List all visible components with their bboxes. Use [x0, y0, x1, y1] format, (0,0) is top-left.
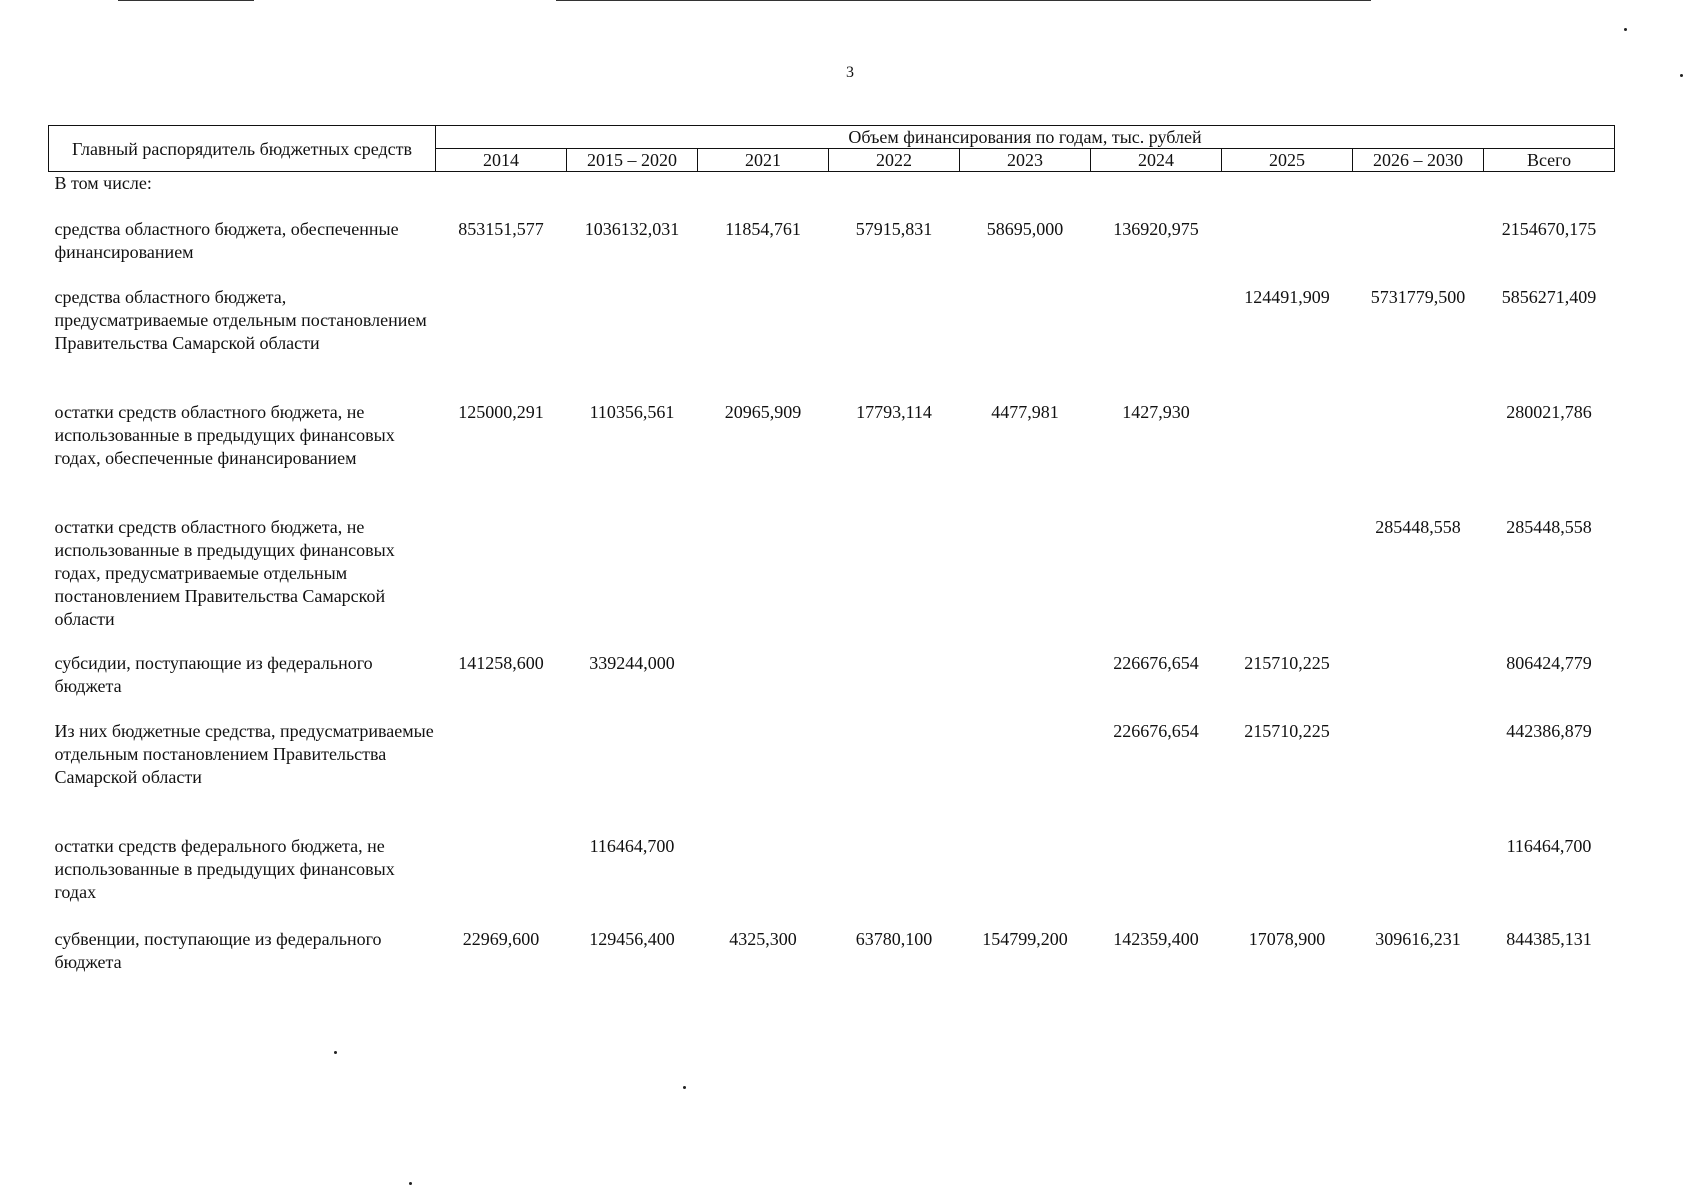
cell-value — [960, 720, 1091, 835]
row-label: средства областного бюджета, обеспеченные финансированием — [54, 219, 399, 262]
cell-value: 2154670,175 — [1501, 219, 1597, 239]
scan-speck — [334, 1051, 337, 1054]
cell-value — [829, 516, 960, 652]
funding-table — [48, 125, 1615, 978]
cell-value: 17793,114 — [856, 402, 932, 422]
cell-value — [1353, 401, 1484, 516]
cell-value — [1222, 835, 1353, 928]
table-row — [49, 835, 1615, 928]
cell-value — [829, 835, 960, 928]
cell-value: 58695,000 — [986, 219, 1064, 239]
cell-value: 853151,577 — [458, 219, 544, 239]
cell-value — [567, 516, 698, 652]
table-row — [49, 218, 1615, 286]
cell-value: 141258,600 — [458, 653, 544, 673]
cell-value — [1091, 286, 1222, 401]
table-row — [49, 286, 1615, 401]
cell-value — [960, 516, 1091, 652]
cell-value: 339244,000 — [589, 653, 675, 673]
cell-value: 136920,975 — [1113, 219, 1199, 239]
cell-value: 17078,900 — [1248, 929, 1326, 949]
scan-speck — [1624, 28, 1627, 31]
cell-value — [1222, 516, 1353, 652]
cell-value — [698, 720, 829, 835]
cell-value: 280021,786 — [1506, 402, 1592, 422]
cell-value — [829, 720, 960, 835]
table-row — [49, 516, 1615, 652]
table-row — [49, 652, 1615, 720]
cell-value: 5856271,409 — [1501, 287, 1597, 307]
cell-value — [698, 652, 829, 720]
header-year-4: 2023 — [960, 149, 1091, 172]
header-year-1: 2015 – 2020 — [567, 149, 698, 172]
header-year-8: Всего — [1484, 149, 1615, 172]
row-label: остатки средств областного бюджета, не использованные в предыдущих финансовых годах, предусматриваемые отдельным постановлением Правительства Самарской области — [54, 517, 395, 629]
scan-speck — [683, 1086, 686, 1089]
cell-value: 129456,400 — [589, 929, 675, 949]
page-number: 3 — [846, 64, 854, 81]
header-year-7: 2026 – 2030 — [1353, 149, 1484, 172]
row-label: Из них бюджетные средства, предусматриваемые отдельным постановлением Правительства Самарской области — [54, 721, 434, 787]
cell-value: 11854,761 — [725, 219, 801, 239]
header-year-2: 2021 — [698, 149, 829, 172]
row-label: средства областного бюджета, предусматриваемые отдельным постановлением Правительства Самарской области — [54, 287, 427, 353]
header-year-5: 2024 — [1091, 149, 1222, 172]
table-row — [49, 720, 1615, 835]
cell-value — [1353, 835, 1484, 928]
cell-value: 215710,225 — [1244, 721, 1330, 741]
cell-value — [436, 835, 567, 928]
scan-speck — [409, 1182, 412, 1185]
cell-value: 226676,654 — [1113, 721, 1199, 741]
cell-value: 125000,291 — [458, 402, 544, 422]
cell-value — [1222, 218, 1353, 286]
cell-value — [567, 720, 698, 835]
cell-value — [1091, 835, 1222, 928]
row-label: субсидии, поступающие из федерального бюджета — [54, 653, 373, 696]
cell-value: 142359,400 — [1113, 929, 1199, 949]
cell-value: 4477,981 — [991, 402, 1059, 422]
cell-value: 4325,300 — [729, 929, 797, 949]
table-row — [49, 928, 1615, 978]
header-funding-volume: Объем финансирования по годам, тыс. рублей — [436, 126, 1615, 149]
cell-value: 285448,558 — [1375, 517, 1461, 537]
cell-value: 285448,558 — [1506, 517, 1592, 537]
row-label: субвенции, поступающие из федерального бюджета — [54, 929, 382, 972]
cell-value: 154799,200 — [982, 929, 1068, 949]
cell-value — [960, 652, 1091, 720]
table-row — [49, 401, 1615, 516]
cell-value: 844385,131 — [1506, 929, 1592, 949]
cell-value: 20965,909 — [724, 402, 802, 422]
cell-value: 1036132,031 — [584, 219, 680, 239]
cell-value: 110356,561 — [589, 402, 675, 422]
cell-value — [960, 286, 1091, 401]
cell-value: 116464,700 — [1506, 836, 1592, 856]
cell-value: 226676,654 — [1113, 653, 1199, 673]
header-budget-manager: Главный распорядитель бюджетных средств — [49, 126, 436, 172]
cell-value: 124491,909 — [1244, 287, 1330, 307]
cell-value — [1353, 720, 1484, 835]
cell-value: 116464,700 — [589, 836, 675, 856]
cell-value — [829, 652, 960, 720]
header-year-3: 2022 — [829, 149, 960, 172]
cell-value — [436, 286, 567, 401]
cell-value: 1427,930 — [1122, 402, 1190, 422]
cell-value — [960, 835, 1091, 928]
cell-value: 57915,831 — [855, 219, 933, 239]
cell-value — [436, 516, 567, 652]
scan-speck — [1680, 74, 1683, 77]
cell-value: 442386,879 — [1506, 721, 1592, 741]
cell-value — [567, 286, 698, 401]
cell-value — [1222, 401, 1353, 516]
cell-value — [1091, 516, 1222, 652]
cell-value: 5731779,500 — [1370, 287, 1466, 307]
cell-value: 215710,225 — [1244, 653, 1330, 673]
subtitle-including: В том числе: — [54, 173, 152, 193]
cell-value — [436, 720, 567, 835]
cell-value — [829, 286, 960, 401]
cell-value: 22969,600 — [462, 929, 540, 949]
cell-value — [1353, 652, 1484, 720]
cell-value: 806424,779 — [1506, 653, 1592, 673]
cell-value — [1353, 218, 1484, 286]
cell-value: 309616,231 — [1375, 929, 1461, 949]
cell-value — [698, 835, 829, 928]
row-label: остатки средств областного бюджета, не использованные в предыдущих финансовых годах, обеспеченные финансированием — [54, 402, 395, 468]
cell-value — [698, 286, 829, 401]
cell-value: 63780,100 — [855, 929, 933, 949]
cell-value — [698, 516, 829, 652]
row-label: остатки средств федерального бюджета, не использованные в предыдущих финансовых годах — [54, 836, 395, 902]
header-year-6: 2025 — [1222, 149, 1353, 172]
header-year-0: 2014 — [436, 149, 567, 172]
